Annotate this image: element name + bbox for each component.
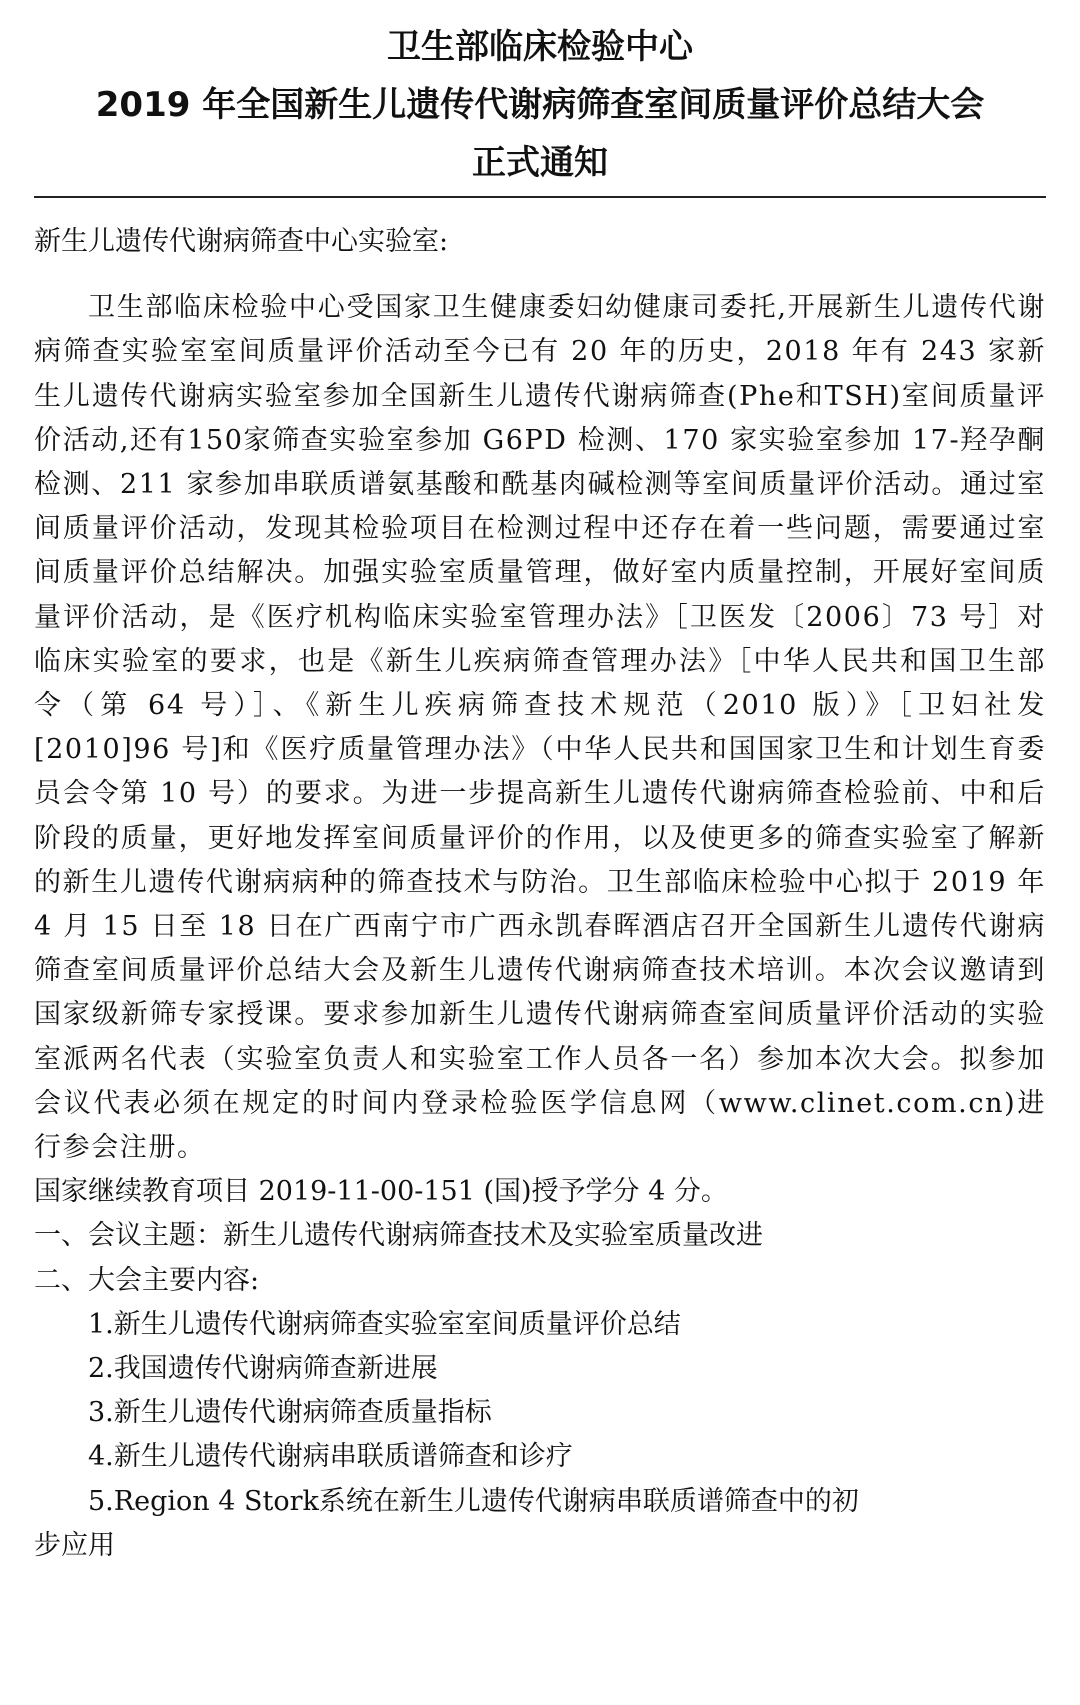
- content-item-5: [34, 1480, 1046, 1568]
- content-item-2: 2.我国遗传代谢病筛查新进展: [88, 1353, 438, 1385]
- header-divider: [34, 196, 1046, 198]
- content-item-3: 3.新生儿遗传代谢病筛查质量指标: [88, 1397, 492, 1429]
- meeting-title: 2019 年全国新生儿遗传代谢病筛查室间质量评价总结大会: [95, 85, 985, 125]
- credit-line: 国家继续教育项目 2019-11-00-151 (国)授予学分 4 分。: [34, 1176, 728, 1208]
- notice-title: 正式通知: [472, 143, 608, 183]
- notice-header: [0, 18, 1080, 192]
- main-paragraph: 卫生部临床检验中心受国家卫生健康委妇幼健康司委托,开展新生儿遗传代谢病筛查实验室室间质量评价活动至今已有 20 年的历史，2018 年有 243 家新生儿遗传代谢病实验室参加全国新生儿遗传代谢病筛查(Phe和TSH)室间质量评价活动,还有150家筛查实验室参加 G6PD 检测、170 家实验室参加 17-羟孕酮检测、211 家参加串联质谱氨基酸和酰基肉碱检测等室间质量评价活动。通过室间质量评价活动，发现其检验项目在检测过程中还存在着一些问题，需要通过室间质量评价总结解决。加强实验室质量管理，做好室内质量控制，开展好室间质量评价活动，是《医疗机构临床实验室管理办法》［卫医发〔2006〕73 号］对临床实验室的要求，也是《新生儿疾病筛查管理办法》［中华人民共和国卫生部令（第 64 号）］、《新生儿疾病筛查技术规范（2010 版）》［卫妇社发[2010]96 号]和《医疗质量管理办法》（中华人民共和国国家卫生和计划生育委员会令第 10 号）的要求。为进一步提高新生儿遗传代谢病筛查检验前、中和后阶段的质量，更好地发挥室间质量评价的作用，以及使更多的筛查实验室了解新的新生儿遗传代谢病病种的筛查技术与防治。卫生部临床检验中心拟于 2019 年 4 月 15 日至 18 日在广西南宁市广西永凯春晖酒店召开全国新生儿遗传代谢病筛查室间质量评价总结大会及新生儿遗传代谢病筛查技术培训。本次会议邀请到国家级新筛专家授课。要求参加新生儿遗传代谢病筛查室间质量评价活动的实验室派两名代表（实验室负责人和实验室工作人员各一名）参加本次大会。拟参加会议代表必须在规定的时间内登录检验医学信息网（www.clinet.com.cn)进行参会注册。: [34, 292, 1046, 1164]
- content-item-4: 4.新生儿遗传代谢病串联质谱筛查和诊疗: [88, 1441, 573, 1473]
- content-item-1: 1.新生儿遗传代谢病筛查实验室室间质量评价总结: [88, 1308, 681, 1340]
- theme-line: 一、会议主题：新生儿遗传代谢病筛查技术及实验室质量改进: [34, 1220, 763, 1252]
- notice-body: [34, 220, 1046, 1568]
- content-item-5-continued: 步应用: [34, 1529, 115, 1561]
- issuer-title: 卫生部临床检验中心: [387, 27, 693, 67]
- content-item-5-text: 5.Region 4 Stork系统在新生儿遗传代谢病串联质谱筛查中的初: [88, 1485, 859, 1517]
- salutation: 新生儿遗传代谢病筛查中心实验室:: [34, 226, 449, 257]
- content-heading: 二、大会主要内容:: [34, 1264, 260, 1296]
